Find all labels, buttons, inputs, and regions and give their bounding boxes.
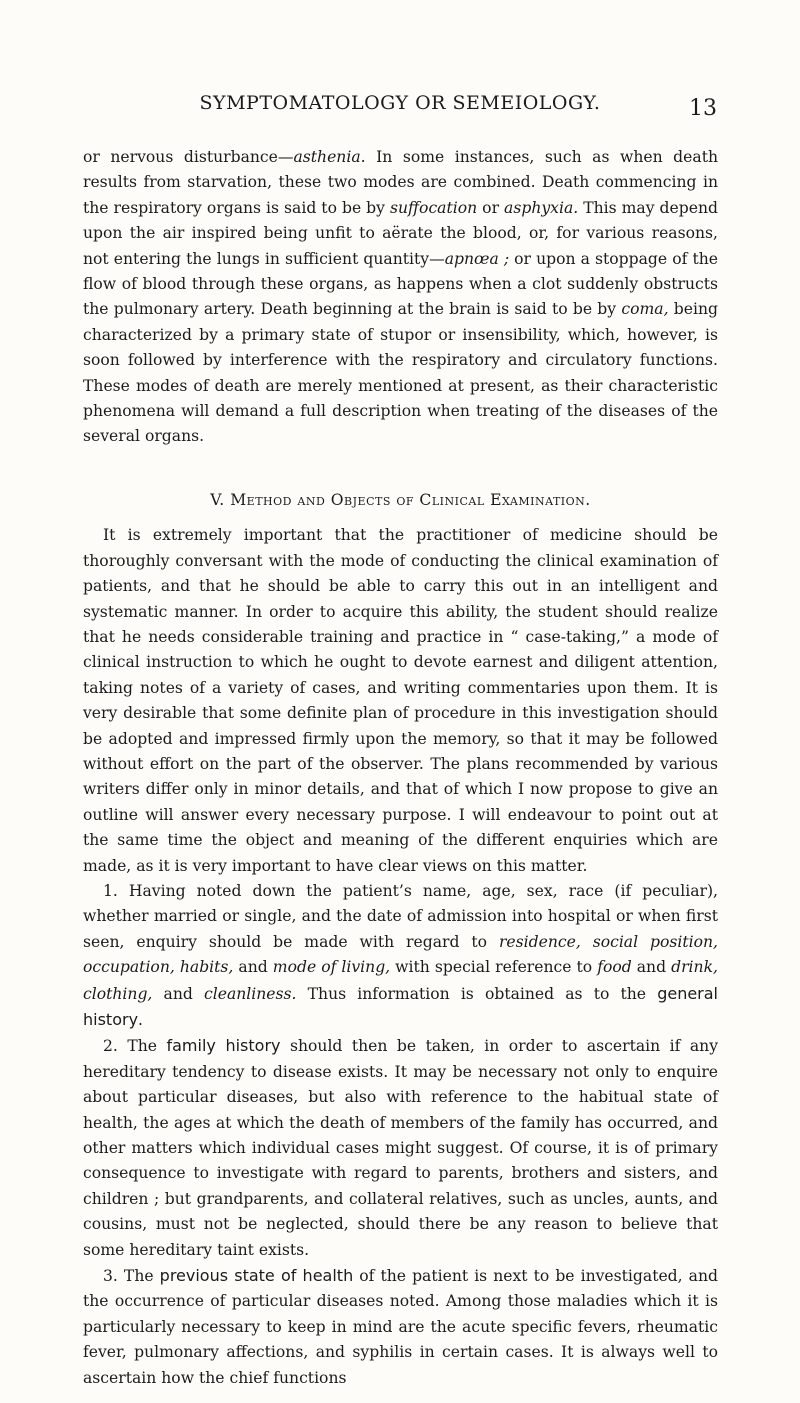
text-run: and <box>152 984 204 1003</box>
paragraph-clinical-examination: It is extremely important that the practitioner of medicine should be thoroughly conversant with the mode of conducting the clinical examination of patients, and that he should be able to carry this out in an intelligent and systematic manner. In order to acquire this ability, the student should realize that he needs considerable training and practice in “ case-taking,” a mode of clinical instruction to which he ought to devote earnest and diligent attention, taking notes of a variety of cases, and writing commentaries upon them. It is very desirable that some definite plan of procedure in this investigation should be adopted and impressed firmly upon the memory, so that it may be followed without effort on the part of the observer. The plans recommended by various writers differ only in minor details, and that of which I now propose to give an outline will answer every necessary purpose. I will endeavour to point out at the same time the object and meaning of the different enquiries which are made, as it is very important to have clear views on this matter. <box>83 526 718 875</box>
text-run: or <box>477 198 505 217</box>
italic-term: suffocation <box>389 198 478 217</box>
text-run: and <box>233 958 273 977</box>
list-item-previous-health <box>83 1263 718 1391</box>
list-item-family-history <box>83 1033 718 1263</box>
text-run: 3. The <box>103 1267 160 1286</box>
section-heading: V. Method and Objects of Clinical Examination. <box>210 490 591 509</box>
italic-term: cleanliness. <box>204 984 297 1003</box>
page-number: 13 <box>689 96 717 121</box>
text-run: being characterized by a primary state of stupor or insensibility, which, however, is soon followed by interference with the respiratory and circulatory functions. These modes of death are merely mentioned at present, as their characteristic phenomena will demand a full description when treating of the diseases of the several organs. <box>83 300 719 446</box>
text-run: In some instances, such as when death results from starvation, these two modes are combined. Death commencing in the respiratory organs is said to be by <box>83 148 718 217</box>
italic-term: residence, social position, occupation, habits, <box>83 932 718 977</box>
text-run: . <box>138 1011 143 1029</box>
italic-term: coma, <box>621 300 669 319</box>
running-title: SYMPTOMATOLOGY OR SEMEIOLOGY. <box>199 92 601 114</box>
text-run: 1. Having noted down the patient’s name, age, sex, race (if peculiar), whether married or single, and the date of admission into hospital or when first seen, enquiry should be made with regard to <box>83 881 718 951</box>
page-body <box>83 145 718 1391</box>
text-run: Thus information is obtained as to the <box>296 984 658 1003</box>
text-run: should then be taken, in order to ascertain if any hereditary tendency to disease exists. It may be necessary not only to enquire about particular diseases, but also with reference to the habitual state of health, the ages at which the death of members of the family has occurred, and other matters which individual cases might suggest. Of course, it is of primary consequence to investigate with regard to parents, brothers and sisters, and children ; but grandparents, and collateral relatives, such as uncles, aunts, and cousins, must not be neglected, should there be any reason to believe that some hereditary taint exists. <box>83 1037 719 1259</box>
emphasis-term: family history <box>166 1036 281 1056</box>
text-run: or upon a stoppage of the flow of blood through these organs, as happens when a clot suddenly obstructs the pulmonary artery. Death beginning at the brain is said to be by <box>83 249 718 319</box>
text-run: 2. The <box>103 1037 167 1056</box>
italic-term: food <box>597 958 632 977</box>
text-run: with special reference to <box>390 958 598 977</box>
emphasis-term: general history <box>83 983 718 1029</box>
italic-term: asthenia. <box>293 148 366 166</box>
text-run: This may depend upon the air inspired being unfit to aërate the blood, or, for various reasons, not entering the lungs in sufficient quantity— <box>83 198 718 268</box>
text-run: and <box>631 958 672 977</box>
italic-term: asphyxia. <box>504 198 579 217</box>
italic-term: drink, clothing, <box>83 958 718 1003</box>
emphasis-term: previous state of health <box>159 1266 354 1286</box>
list-item-general-history <box>83 879 718 1033</box>
italic-term: apnœa ; <box>444 249 510 268</box>
text-run: of the patient is next to be investigated, and the occurrence of particular diseases noted. Among those maladies which it is particularly necessary to keep in mind are the acute specific fevers, rheumatic fever, pulmonary affections, and syphilis in certain cases. It is always well to ascertain how the chief functions <box>83 1267 718 1387</box>
paragraph-modes-of-death <box>83 145 718 450</box>
text-run: or nervous disturbance— <box>83 148 294 166</box>
italic-term: mode of living, <box>272 958 391 977</box>
page-header <box>0 92 800 124</box>
